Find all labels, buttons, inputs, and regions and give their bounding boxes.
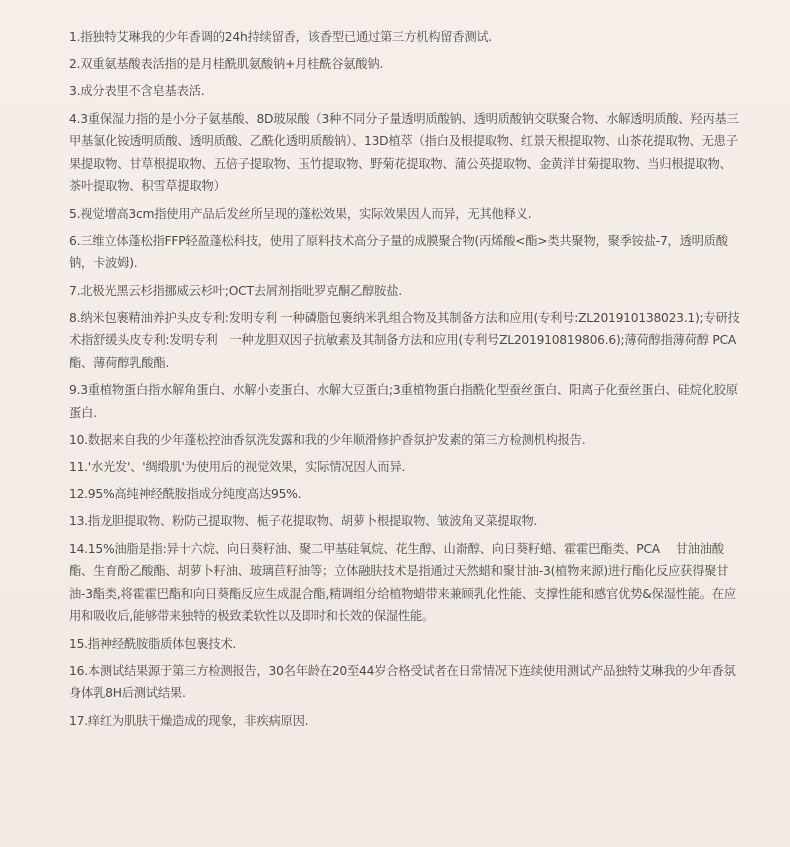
footnote-12: 12.95%高纯神经酰胺指成分纯度高达95%. [69,487,302,502]
footnote-1: 1.指独特艾琳我的少年香调的24h持续留香，该香型已通过第三方机构留香测试. [69,30,493,44]
footnote-17: 17.痒红为肌肤干燥造成的现象，非疾病原因. [69,713,309,728]
footnote-7: 7.北极光黑云杉指挪威云杉叶;OCT去屑剂指吡罗克酮乙醇胺盐. [69,283,402,298]
footnote-5: 5.视觉增高3cm指使用产品后发丝所呈现的蓬松效果，实际效果因人而异，无其他释义. [69,206,532,221]
footnote-11: 11.'水光发'、'绸缎肌'为使用后的视觉效果，实际情况因人而异. [69,460,406,475]
footnote-16: 16.本测试结果源于第三方检测报告，30名年龄在20至44岁合格受试者在日常情况下连续使用测试产品独特艾琳我的少年香氛身体乳8H后测试结果. [69,663,736,701]
footnote-8: 8.纳米包裹精油养护头皮专利:发明专利 一种磷脂包裹纳米乳组合物及其制备方法和应用(专利号:ZL201910138023.1);专研技术指舒缓头皮专利:发明专利 一种龙胆双因子抗敏素及其制备方法和应用(专利号ZL201910819806.6);薄荷醇指薄荷醇 PCA 酯、薄荷醇乳酸酯. [69,310,740,370]
footnote-15: 15.指神经酰胺脂质体包裹技术. [69,636,237,651]
footnote-4: 4.3重保湿力指的是小分子氨基酸、8D玻尿酸（3种不同分子量透明质酸钠、透明质酸钠交联聚合物、水解透明质酸、羟丙基三甲基氯化铵透明质酸、透明质酸、乙酰化透明质酸钠）、13D植萃（指白及根提取物、红景天根提取物、山茶花提取物、无患子果提取物、甘草根提取物、五倍子提取物、玉竹提取物、野菊花提取物、蒲公英提取物、金黄洋甘菊提取物、当归根提取物、茶叶提取物、积雪草提取物） [69,111,739,194]
footnote-2: 2.双重氨基酸表活指的是月桂酰肌氨酸钠+月桂酰谷氨酸钠. [69,57,384,72]
footnote-13: 13.指龙胆提取物、粉防己提取物、栀子花提取物、胡萝卜根提取物、皱波角叉菜提取物. [69,514,538,529]
footnote-10: 10.数据来自我的少年蓬松控油香氛洗发露和我的少年顺滑修护香氛护发素的第三方检测机构报告. [69,432,586,447]
footnote-6: 6.三维立体蓬松指FFP轻盈蓬松科技，使用了原料技术高分子量的成膜聚合物(丙烯酸<酯>类共聚物，聚季铵盐-7，透明质酸钠，卡波姆). [69,233,728,271]
footnote-3: 3.成分表里不含皂基表活. [69,84,205,99]
footnote-14: 14.15%油脂是指:异十六烷、向日葵籽油、聚二甲基硅氧烷、花生醇、山嵛醇、向日葵籽蜡、霍霍巴酯类、PCA 甘油油酸酯、生育酚乙酸酯、胡萝卜籽油、玻璃苣籽油等；立体融肤技术是指通过天然蜡和聚甘油-3(植物来源)进行酯化反应获得聚甘油-3酯类,将霍霍巴酯和向日葵酯反应生成混合酯,精调组分给植物蜡带来兼顾乳化性能、支撑性能和感官优势&保湿性能。在应用和吸收后,能够带来独特的极致柔软性以及即时和长效的保湿性能。 [69,541,736,624]
footnotes-list [69,26,741,737]
footnote-9: 9.3重植物蛋白指水解角蛋白、水解小麦蛋白、水解大豆蛋白;3重植物蛋白指酰化型蚕丝蛋白、阳离子化蚕丝蛋白、硅烷化胶原蛋白. [69,383,738,420]
